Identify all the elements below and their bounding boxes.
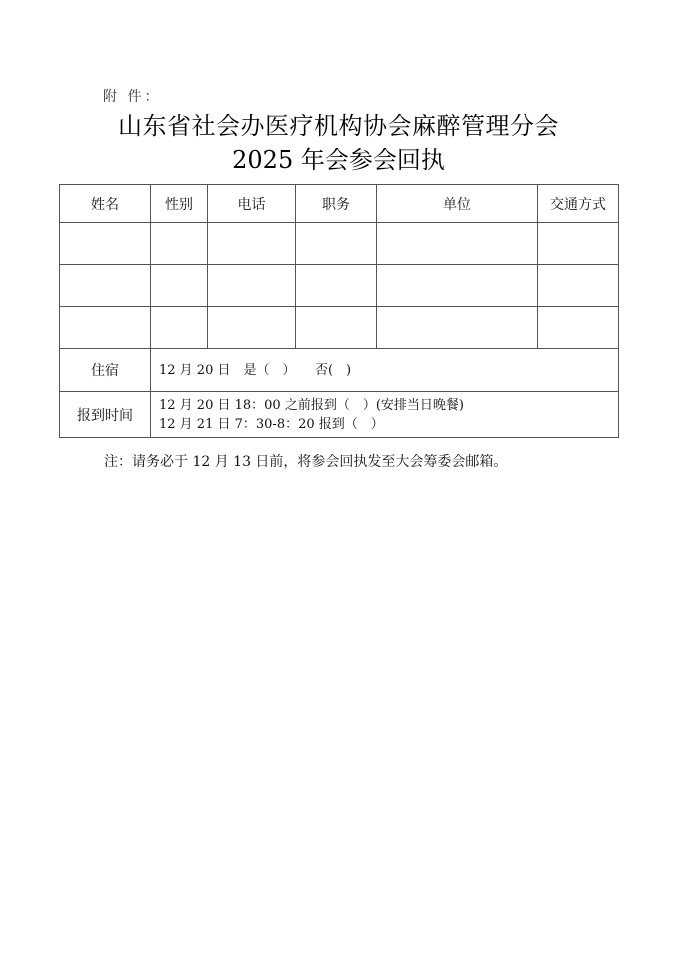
checkin-option-1[interactable]: 12 月 20 日 18：00 之前报到（ ）(安排当日晚餐) xyxy=(159,397,464,413)
position-cell[interactable] xyxy=(296,265,377,307)
lodging-label: 住宿 xyxy=(60,349,151,392)
gender-cell[interactable] xyxy=(151,307,208,349)
document-subtitle: 2025 年会参会回执 xyxy=(232,146,445,174)
header-phone: 电话 xyxy=(208,185,296,223)
name-cell[interactable] xyxy=(60,307,151,349)
position-cell[interactable] xyxy=(296,307,377,349)
header-gender: 性别 xyxy=(151,185,208,223)
submission-note: 注：请务必于 12 月 13 日前，将参会回执发至大会筹委会邮箱。 xyxy=(104,454,508,470)
transport-cell[interactable] xyxy=(538,265,619,307)
position-cell[interactable] xyxy=(296,223,377,265)
organization-cell[interactable] xyxy=(377,223,538,265)
lodging-value[interactable]: 12 月 20 日 是（ ） 否( ) xyxy=(151,349,619,392)
table-row xyxy=(60,265,619,307)
phone-cell[interactable] xyxy=(208,223,296,265)
header-organization: 单位 xyxy=(377,185,538,223)
checkin-label: 报到时间 xyxy=(60,392,151,438)
header-row xyxy=(60,185,619,223)
registration-form-table xyxy=(59,184,619,438)
organization-cell[interactable] xyxy=(377,307,538,349)
phone-cell[interactable] xyxy=(208,265,296,307)
header-position: 职务 xyxy=(296,185,377,223)
lodging-row xyxy=(60,349,619,392)
attachment-label: 附 件： xyxy=(103,89,162,105)
checkin-option-2[interactable]: 12 月 21 日 7：30-8：20 报到（ ） xyxy=(159,416,384,432)
name-cell[interactable] xyxy=(60,265,151,307)
checkin-row xyxy=(60,392,619,438)
transport-cell[interactable] xyxy=(538,307,619,349)
phone-cell[interactable] xyxy=(208,307,296,349)
name-cell[interactable] xyxy=(60,223,151,265)
transport-cell[interactable] xyxy=(538,223,619,265)
document-title: 山东省社会办医疗机构协会麻醉管理分会 xyxy=(118,112,559,140)
table-row xyxy=(60,223,619,265)
gender-cell[interactable] xyxy=(151,223,208,265)
gender-cell[interactable] xyxy=(151,265,208,307)
checkin-options[interactable] xyxy=(151,392,619,438)
table-row xyxy=(60,307,619,349)
header-name: 姓名 xyxy=(60,185,151,223)
header-transport: 交通方式 xyxy=(538,185,619,223)
organization-cell[interactable] xyxy=(377,265,538,307)
